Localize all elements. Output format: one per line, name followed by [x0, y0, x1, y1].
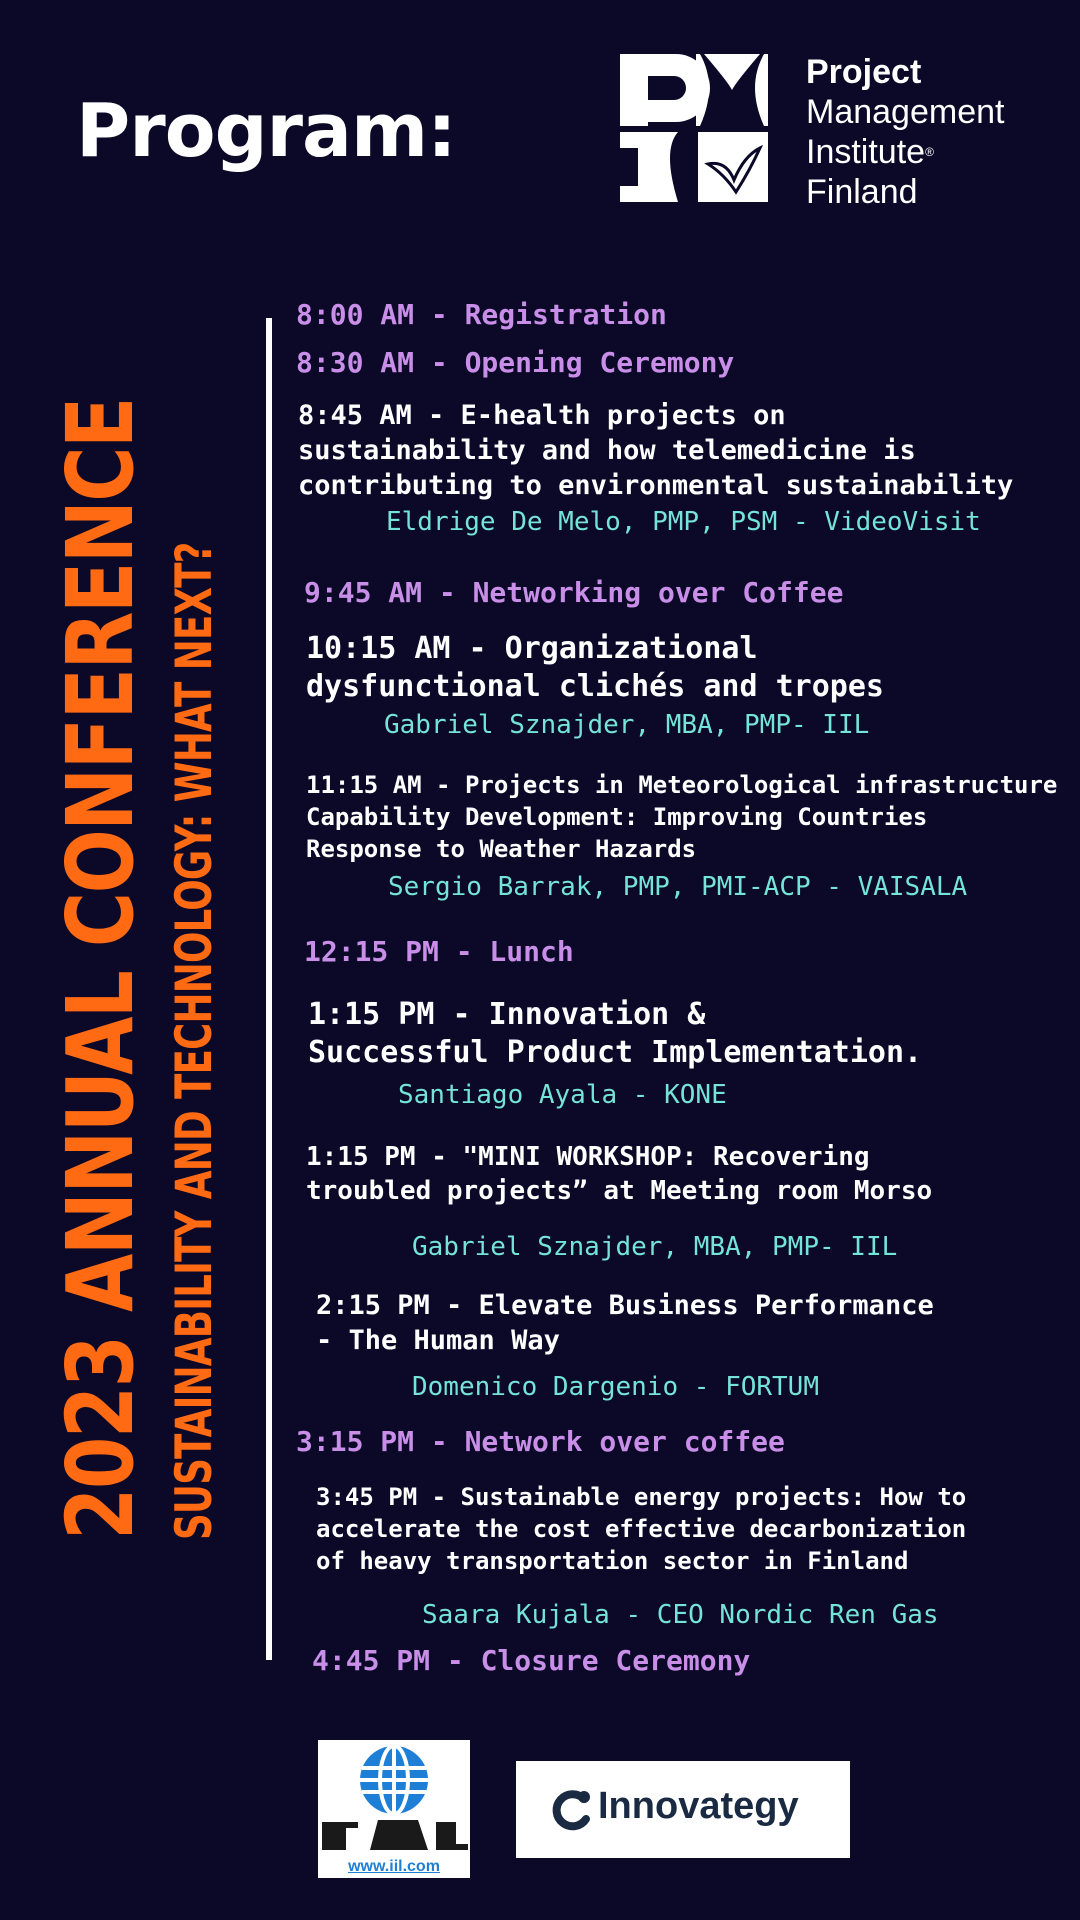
page-title: Program:	[76, 88, 456, 174]
item-coffee1: 9:45 AM - Networking over Coffee	[304, 576, 844, 609]
item-registration: 8:00 AM - Registration	[296, 298, 667, 331]
pmi-line-institute: Institute	[806, 133, 926, 171]
conference-vertical-title	[46, 398, 224, 1540]
iil-url: www.iil.com	[348, 1858, 440, 1875]
item-meteo-line2: Capability Development: Improving Countries	[306, 803, 928, 831]
conference-name: 2023 ANNUAL CONFERENCE	[47, 398, 154, 1540]
item-ehealth-line2: sustainability and how telemedicine is	[298, 435, 916, 466]
item-energy-line3: of heavy transportation sector in Finland	[316, 1547, 909, 1575]
conference-theme: SUSTAINABILITY AND TECHNOLOGY: WHAT NEXT?	[165, 542, 223, 1540]
item-meteo-line1: 11:15 AM - Projects in Meteorological infrastructure	[306, 771, 1058, 799]
innovategy-wordmark: Innovategy	[598, 1785, 799, 1827]
item-lunch: 12:15 PM - Lunch	[304, 935, 574, 968]
item-opening: 8:30 AM - Opening Ceremony	[296, 346, 735, 379]
item-org-line2: dysfunctional clichés and tropes	[306, 669, 884, 704]
pmi-line-project: Project	[806, 53, 922, 91]
pmi-line-management: Management	[806, 93, 1005, 131]
speaker-org: Gabriel Sznajder, MBA, PMP- IIL	[384, 710, 870, 740]
speaker-elevate: Domenico Dargenio - FORTUM	[412, 1372, 819, 1402]
timeline-divider	[266, 318, 272, 1660]
registered-mark: ®	[925, 145, 934, 159]
globe-icon	[318, 1740, 470, 1850]
speaker-energy: Saara Kujala - CEO Nordic Ren Gas	[422, 1600, 939, 1630]
pmi-finland-logo	[618, 52, 1038, 212]
innovategy-logo	[516, 1761, 850, 1858]
item-meteo-line3: Response to Weather Hazards	[306, 835, 697, 863]
item-energy-line1: 3:45 PM - Sustainable energy projects: How to	[316, 1483, 967, 1511]
iil-logo	[318, 1740, 470, 1878]
speaker-workshop: Gabriel Sznajder, MBA, PMP- IIL	[412, 1232, 898, 1262]
item-workshop-line2: troubled projects” at Meeting room Morso	[306, 1176, 933, 1206]
item-elevate-line1: 2:15 PM - Elevate Business Performance	[316, 1290, 934, 1321]
speaker-meteo: Sergio Barrak, PMP, PMI-ACP - VAISALA	[388, 872, 968, 902]
item-ehealth-line1: 8:45 AM - E-health projects on	[298, 400, 786, 431]
item-ehealth-line3: contributing to environmental sustainability	[298, 470, 1014, 501]
pmi-line-finland: Finland	[806, 173, 918, 211]
speaker-ehealth: Eldrige De Melo, PMP, PSM - VideoVisit	[386, 507, 981, 537]
item-coffee2: 3:15 PM - Network over coffee	[296, 1425, 785, 1458]
item-closure: 4:45 PM - Closure Ceremony	[312, 1644, 751, 1677]
item-org-line1: 10:15 AM - Organizational	[306, 631, 758, 666]
item-innovation-line1: 1:15 PM - Innovation &	[308, 997, 706, 1032]
item-innovation-line2: Successful Product Implementation.	[308, 1035, 923, 1070]
item-elevate-line2: - The Human Way	[316, 1325, 560, 1356]
item-energy-line2: accelerate the cost effective decarbonization	[316, 1515, 967, 1543]
innovategy-mark-icon	[546, 1785, 596, 1835]
speaker-innovation: Santiago Ayala - KONE	[398, 1080, 727, 1110]
item-workshop-line1: 1:15 PM - "MINI WORKSHOP: Recovering	[306, 1142, 870, 1172]
pmi-logo-icon	[618, 52, 770, 204]
